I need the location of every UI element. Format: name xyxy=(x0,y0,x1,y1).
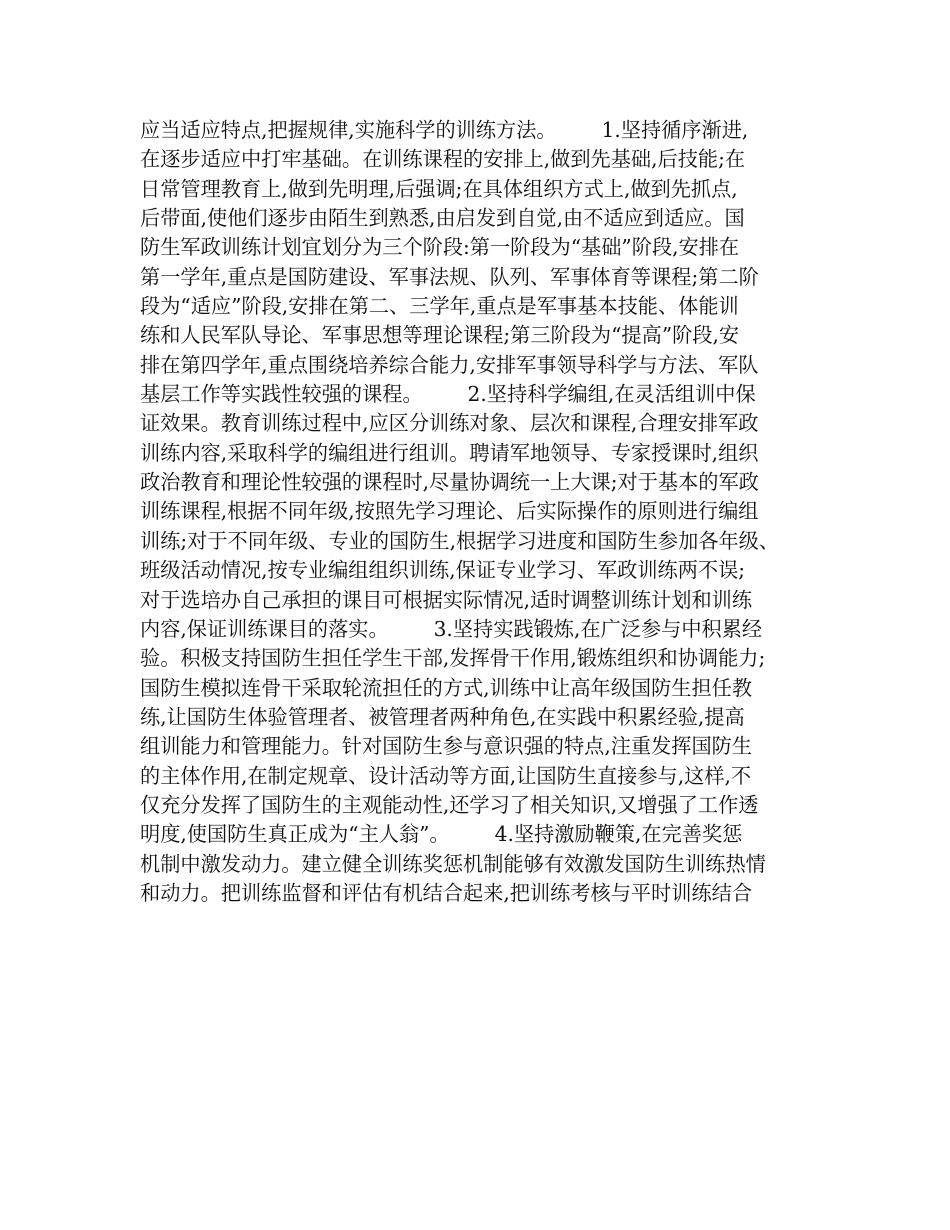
text-line: 排在第四学年,重点围绕培养综合能力,安排军事领导科学与方法、军队 xyxy=(140,352,759,377)
text-line: 仅充分发挥了国防生的主观能动性,还学习了相关知识,又增强了工作透 xyxy=(140,792,759,817)
text-line: 应当适应特点,把握规律,实施科学的训练方法。 1.坚持循序渐进, xyxy=(140,118,749,142)
text-line: 班级活动情况,按专业编组组织训练,保证专业学习、军政训练两不误; xyxy=(140,558,746,583)
text-line: 练和人民军队导论、军事思想等理论课程;第三阶段为“提高”阶段,安 xyxy=(140,323,740,348)
text-line: 训练;对于不同年级、专业的国防生,根据学习进度和国防生参加各年级、 xyxy=(140,528,780,553)
text-line: 机制中激发动力。建立健全训练奖惩机制能够有效激发国防生训练热情 xyxy=(140,851,766,876)
text-line: 明度,使国防生真正成为“主人翁”。 4.坚持激励鞭策,在完善奖惩 xyxy=(140,822,743,847)
text-line: 防生军政训练计划宜划分为三个阶段:第一阶段为“基础”阶段,安排在 xyxy=(140,235,740,260)
text-line: 的主体作用,在制定规章、设计活动等方面,让国防生直接参与,这样,不 xyxy=(140,763,752,788)
text-line: 第一学年,重点是国防建设、军事法规、队列、军事体育等课程;第二阶 xyxy=(140,264,759,289)
text-line: 练,让国防生体验管理者、被管理者两种角色,在实践中积累经验,提高 xyxy=(140,704,745,729)
text-line: 内容,保证训练课目的落实。 3.坚持实践锻炼,在广泛参与中积累经 xyxy=(140,616,763,641)
text-line: 日常管理教育上,做到先明理,后强调;在具体组织方式上,做到先抓点, xyxy=(140,176,738,201)
text-line: 组训能力和管理能力。针对国防生参与意识强的特点,注重发挥国防生 xyxy=(140,734,753,759)
text-line: 训练内容,采取科学的编组进行组训。聘请军地领导、专家授课时,组织 xyxy=(140,440,759,465)
text-line: 基层工作等实践性较强的课程。 2.坚持科学编组,在灵活组训中保 xyxy=(140,382,756,407)
text-line: 在逐步适应中打牢基础。在训练课程的安排上,做到先基础,后技能;在 xyxy=(140,147,746,172)
text-line: 后带面,使他们逐步由陌生到熟悉,由启发到自觉,由不适应到适应。国 xyxy=(140,206,745,231)
text-line: 国防生模拟连骨干采取轮流担任的方式,训练中让高年级国防生担任教 xyxy=(140,675,753,700)
text-line: 验。积极支持国防生担任学生干部,发挥骨干作用,锻炼组织和协调能力; xyxy=(140,646,766,671)
text-line: 证效果。教育训练过程中,应区分训练对象、层次和课程,合理安排军政 xyxy=(140,411,759,436)
body-text xyxy=(140,116,820,908)
text-line: 和动力。把训练监督和评估有机结合起来,把训练考核与平时训练结合 xyxy=(140,880,753,905)
text-line: 段为“适应”阶段,安排在第二、三学年,重点是军事基本技能、体能训 xyxy=(140,294,739,319)
text-line: 政治教育和理论性较强的课程时,尽量协调统一上大课;对于基本的军政 xyxy=(140,470,759,495)
text-line: 对于选培办自己承担的课目可根据实际情况,适时调整训练计划和训练 xyxy=(140,587,753,612)
text-line: 训练课程,根据不同年级,按照先学习理论、后实际操作的原则进行编组 xyxy=(140,499,759,524)
